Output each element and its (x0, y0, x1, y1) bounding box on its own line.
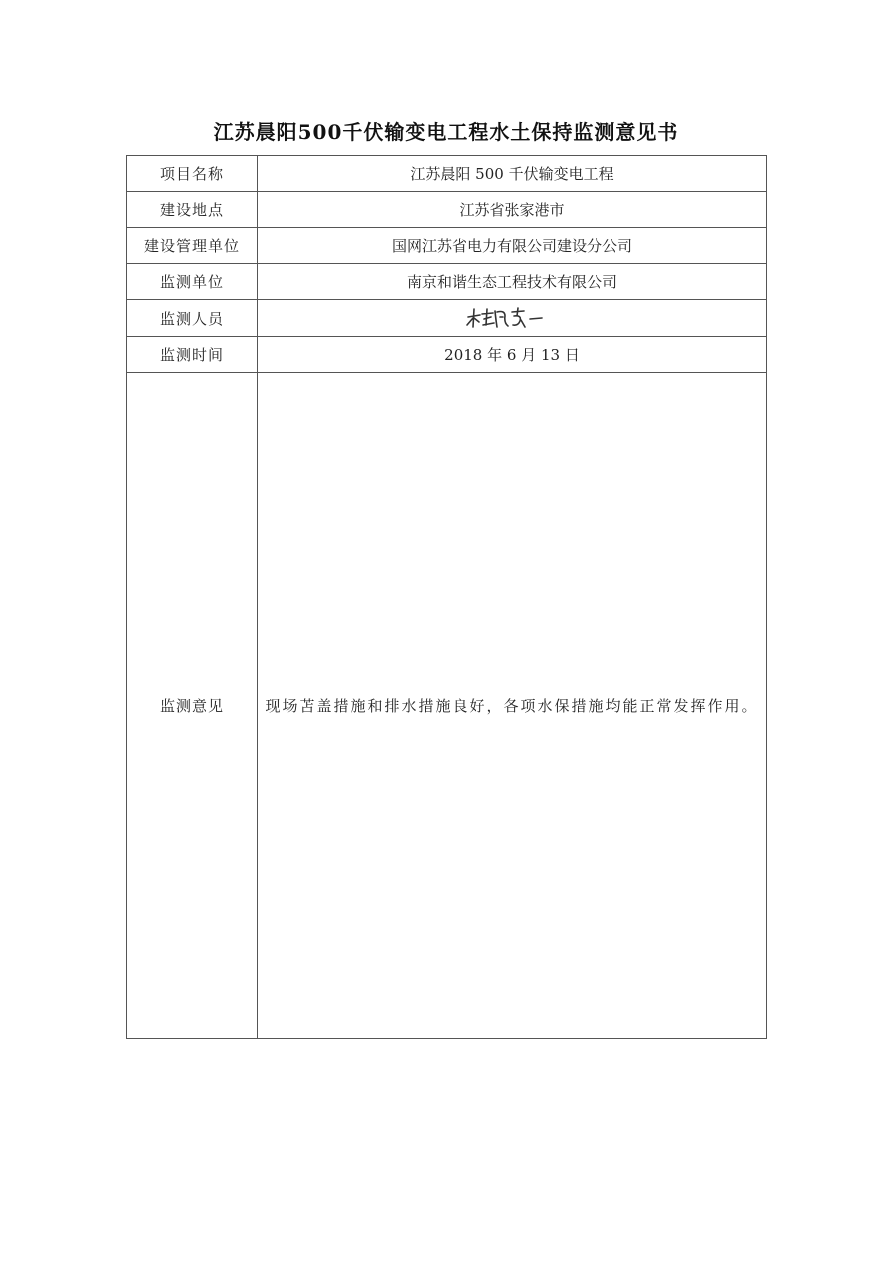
monitoring-staff-label: 监测人员 (127, 300, 258, 337)
table-row (127, 264, 767, 300)
monitoring-time-value: 2018 年 6 月 13 日 (258, 337, 767, 373)
monitoring-form-table (126, 155, 767, 1039)
management-unit-value: 国网江苏省电力有限公司建设分公司 (258, 228, 767, 264)
construction-site-label: 建设地点 (127, 192, 258, 228)
management-unit-label: 建设管理单位 (127, 228, 258, 264)
monitoring-unit-label: 监测单位 (127, 264, 258, 300)
document-title: 江苏晨阳500千伏输变电工程水土保持监测意见书 (213, 120, 679, 144)
table-row (127, 192, 767, 228)
table-row (127, 337, 767, 373)
monitoring-unit-value: 南京和谐生态工程技术有限公司 (258, 264, 767, 300)
project-name-value: 江苏晨阳 500 千伏输变电工程 (258, 156, 767, 192)
monitoring-time-label: 监测时间 (127, 337, 258, 373)
monitoring-staff-value (258, 300, 767, 337)
handwritten-signature (462, 305, 562, 331)
table-row (127, 300, 767, 337)
project-name-label: 项目名称 (127, 156, 258, 192)
monitoring-opinion-label: 监测意见 (127, 373, 258, 1039)
table-row (127, 373, 767, 1039)
construction-site-value: 江苏省张家港市 (258, 192, 767, 228)
table-row (127, 228, 767, 264)
table-row (127, 156, 767, 192)
monitoring-opinion-text: 现场苫盖措施和排水措施良好，各项水保措施均能正常发挥作用。 (258, 373, 767, 1039)
